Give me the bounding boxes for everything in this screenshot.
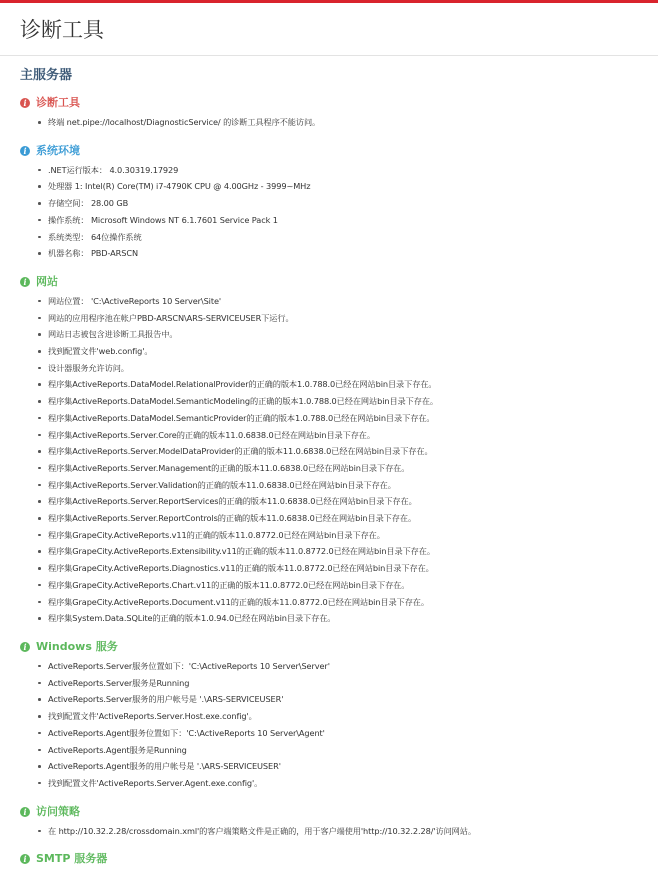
list-item: 机器名称： PBD-ARSCN bbox=[38, 245, 640, 262]
list-item: 程序集ActiveReports.DataModel.SemanticModeling的正确的版本1.0.788.0已经在网站bin目录下存在。 bbox=[38, 393, 640, 410]
server-title: 主服务器 bbox=[20, 68, 73, 83]
info-icon: i bbox=[20, 146, 30, 156]
list-item: 程序集ActiveReports.DataModel.SemanticProvider的正确的版本1.0.788.0已经在网站bin目录下存在。 bbox=[38, 410, 640, 427]
info-icon: i bbox=[20, 277, 30, 287]
list-item: 网站的应用程序池在帐户PBD-ARSCN\ARS-SERVICEUSER下运行。 bbox=[38, 310, 640, 327]
info-icon: i bbox=[20, 807, 30, 817]
section-header bbox=[20, 275, 640, 289]
section-items bbox=[20, 658, 640, 792]
list-item: 程序集GrapeCity.ActiveReports.Diagnostics.v11的正确的版本11.0.8772.0已经在网站bin目录下存在。 bbox=[38, 560, 640, 577]
page-header bbox=[0, 3, 658, 56]
list-item: ActiveReports.Server服务位置如下：'C:\ActiveReports 10 Server\Server' bbox=[38, 658, 640, 675]
list-item: 设计器服务允许访问。 bbox=[38, 360, 640, 377]
list-item: 程序集GrapeCity.ActiveReports.Chart.v11的正确的版本11.0.8772.0已经在网站bin目录下存在。 bbox=[38, 577, 640, 594]
section bbox=[20, 96, 640, 131]
section-header bbox=[20, 144, 640, 158]
list-item: 程序集ActiveReports.Server.Management的正确的版本11.0.6838.0已经在网站bin目录下存在。 bbox=[38, 460, 640, 477]
section-items bbox=[20, 293, 640, 627]
list-item: 系统类型： 64位操作系统 bbox=[38, 229, 640, 246]
list-item: 程序集ActiveReports.Server.ReportServices的正确的版本11.0.6838.0已经在网站bin目录下存在。 bbox=[38, 493, 640, 510]
list-item: 程序集ActiveReports.Server.Validation的正确的版本11.0.6838.0已经在网站bin目录下存在。 bbox=[38, 477, 640, 494]
list-item: 找到配置文件'ActiveReports.Server.Agent.exe.config'。 bbox=[38, 775, 640, 792]
section bbox=[20, 805, 640, 840]
list-item: 操作系统： Microsoft Windows NT 6.1.7601 Service Pack 1 bbox=[38, 212, 640, 229]
list-item: 程序集ActiveReports.Server.Core的正确的版本11.0.6838.0已经在网站bin目录下存在。 bbox=[38, 427, 640, 444]
list-item: 存储空间： 28.00 GB bbox=[38, 195, 640, 212]
list-item: 程序集ActiveReports.Server.ReportControls的正确的版本11.0.6838.0已经在网站bin目录下存在。 bbox=[38, 510, 640, 527]
list-item: 程序集System.Data.SQLite的正确的版本1.0.94.0已经在网站bin目录下存在。 bbox=[38, 610, 640, 627]
list-item: ActiveReports.Agent服务是Running bbox=[38, 742, 640, 759]
list-item: 处理器 1: Intel(R) Core(TM) i7-4790K CPU @ 4.00GHz - 3999~MHz bbox=[38, 178, 640, 195]
diagnostic-report bbox=[20, 68, 640, 879]
section-title: Windows 服务 bbox=[36, 639, 118, 653]
list-item: 程序集GrapeCity.ActiveReports.Extensibility.v11的正确的版本11.0.8772.0已经在网站bin目录下存在。 bbox=[38, 543, 640, 560]
section bbox=[20, 275, 640, 627]
section-list bbox=[20, 96, 640, 866]
list-item: ActiveReports.Agent服务位置如下：'C:\ActiveReports 10 Server\Agent' bbox=[38, 725, 640, 742]
list-item: 程序集GrapeCity.ActiveReports.Document.v11的正确的版本11.0.8772.0已经在网站bin目录下存在。 bbox=[38, 594, 640, 611]
list-item: ActiveReports.Server服务是Running bbox=[38, 675, 640, 692]
section bbox=[20, 144, 640, 262]
list-item: 终端 net.pipe://localhost/DiagnosticService/ 的诊断工具程序不能访问。 bbox=[38, 114, 640, 131]
section-header bbox=[20, 96, 640, 110]
list-item: 找到配置文件'web.config'。 bbox=[38, 343, 640, 360]
list-item: 找到配置文件'ActiveReports.Server.Host.exe.config'。 bbox=[38, 708, 640, 725]
list-item: 网站位置： 'C:\ActiveReports 10 Server\Site' bbox=[38, 293, 640, 310]
section-title: SMTP 服务器 bbox=[36, 852, 108, 866]
section-items bbox=[20, 114, 640, 131]
section-header bbox=[20, 852, 640, 866]
section-title: 系统环境 bbox=[36, 143, 80, 157]
section-header bbox=[20, 805, 640, 819]
list-item: ActiveReports.Server服务的用户帐号是 '.\ARS-SERVICEUSER' bbox=[38, 691, 640, 708]
section bbox=[20, 640, 640, 792]
section bbox=[20, 852, 640, 866]
list-item: 程序集ActiveReports.Server.ModelDataProvider的正确的版本11.0.6838.0已经在网站bin目录下存在。 bbox=[38, 443, 640, 460]
list-item: 程序集ActiveReports.DataModel.RelationalProvider的正确的版本1.0.788.0已经在网站bin目录下存在。 bbox=[38, 376, 640, 393]
list-item: 程序集GrapeCity.ActiveReports.v11的正确的版本11.0.8772.0已经在网站bin目录下存在。 bbox=[38, 527, 640, 544]
section-title: 访问策略 bbox=[36, 804, 80, 818]
list-item: .NET运行版本： 4.0.30319.17929 bbox=[38, 162, 640, 179]
list-item: 在 http://10.32.2.28/crossdomain.xml'的客户端策略文件是正确的，用于客户端使用'http://10.32.2.28/'访问网站。 bbox=[38, 823, 640, 840]
section-title: 网站 bbox=[36, 274, 58, 288]
info-icon: i bbox=[20, 642, 30, 652]
section-items bbox=[20, 823, 640, 840]
section-title: 诊断工具 bbox=[36, 96, 80, 109]
info-icon: i bbox=[20, 854, 30, 864]
info-icon: i bbox=[20, 98, 30, 108]
list-item: ActiveReports.Agent服务的用户帐号是 '.\ARS-SERVICEUSER' bbox=[38, 758, 640, 775]
section-items bbox=[20, 162, 640, 262]
list-item: 网站日志被包含进诊断工具报告中。 bbox=[38, 326, 640, 343]
page-title: 诊断工具 bbox=[20, 18, 104, 42]
section-header bbox=[20, 640, 640, 654]
